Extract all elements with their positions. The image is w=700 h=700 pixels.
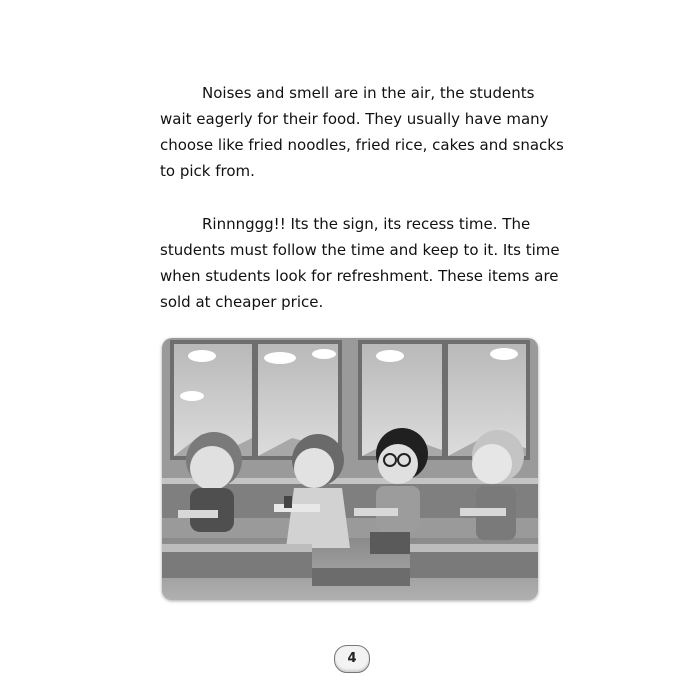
paragraph-2	[160, 211, 560, 315]
paragraph-line: wait eagerly for their food. They usually have many	[160, 110, 549, 128]
cloud	[264, 352, 296, 364]
paragraph-line: to pick from.	[160, 162, 255, 180]
canteen-illustration	[162, 338, 538, 600]
paragraph-line: Noises and smell are in the air, the students	[202, 84, 535, 102]
cloud	[180, 391, 204, 401]
paragraph-1	[160, 80, 564, 184]
cloud	[490, 348, 518, 360]
paragraph-line: sold at cheaper price.	[160, 293, 324, 311]
paragraph-line: students must follow the time and keep to it. Its time	[160, 241, 560, 259]
cloud	[376, 350, 404, 362]
paragraph-line: choose like fried noodles, fried rice, cakes and snacks	[160, 136, 564, 154]
paragraph-line: when students look for refreshment. These items are	[160, 267, 559, 285]
cloud	[188, 350, 216, 362]
cloud	[312, 349, 336, 359]
page-number-badge: 4	[334, 645, 370, 673]
paragraph-line: Rinnnggg!! Its the sign, its recess time. The	[202, 215, 531, 233]
